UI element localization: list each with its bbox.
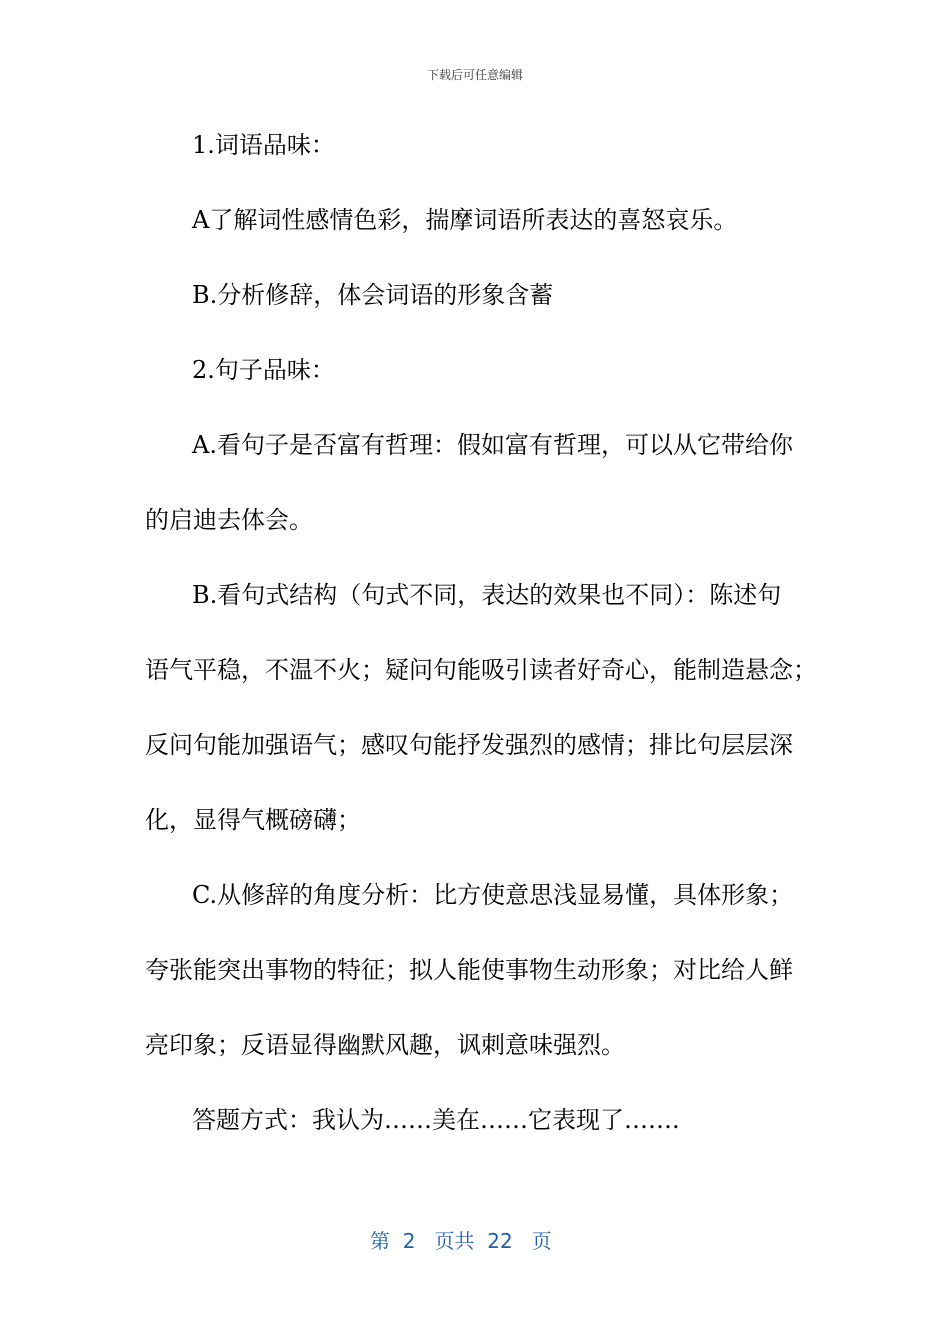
line-word-b: B.分析修辞，体会词语的形象含蓄 — [192, 281, 554, 309]
footer-suffix: 页 — [531, 1229, 552, 1253]
line-sentence-c-2: 夸张能突出事物的特征；拟人能使事物生动形象；对比给人鲜 — [145, 956, 793, 984]
line-sentence-appreciation-heading: 2.句子品味： — [192, 356, 335, 384]
line-sentence-c-1: C.从修辞的角度分析：比方使意思浅显易懂，具体形象； — [192, 881, 794, 909]
line-sentence-a-2: 的启迪去体会。 — [145, 506, 313, 534]
line-sentence-b-3: 反问句能加强语气；感叹句能抒发强烈的感情；排比句层层深 — [145, 731, 793, 759]
line-answer-format: 答题方式：我认为……美在……它表现了……. — [192, 1106, 680, 1134]
line-sentence-b-2: 语气平稳，不温不火；疑问句能吸引读者好奇心，能制造悬念； — [145, 656, 817, 684]
line-word-a: A了解词性感情色彩，揣摩词语所表达的喜怒哀乐。 — [192, 206, 738, 234]
line-sentence-b-1: B.看句式结构（句式不同，表达的效果也不同）：陈述句 — [192, 581, 782, 609]
page-footer — [370, 1225, 552, 1254]
line-sentence-b-4: 化，显得气概磅礴； — [145, 806, 361, 834]
footer-prefix: 第 — [370, 1229, 390, 1253]
line-sentence-c-3: 亮印象；反语显得幽默风趣，讽刺意味强烈。 — [145, 1031, 625, 1059]
line-sentence-a-1: A.看句子是否富有哲理：假如富有哲理，可以从它带给你 — [192, 431, 793, 459]
line-word-appreciation-heading: 1.词语品味： — [192, 131, 335, 159]
footer-total-pages: 22 — [487, 1229, 513, 1253]
footer-mid: 页共 — [434, 1229, 475, 1253]
page-header: 下载后可任意编辑 — [426, 68, 523, 82]
footer-page-number: 2 — [402, 1229, 416, 1253]
